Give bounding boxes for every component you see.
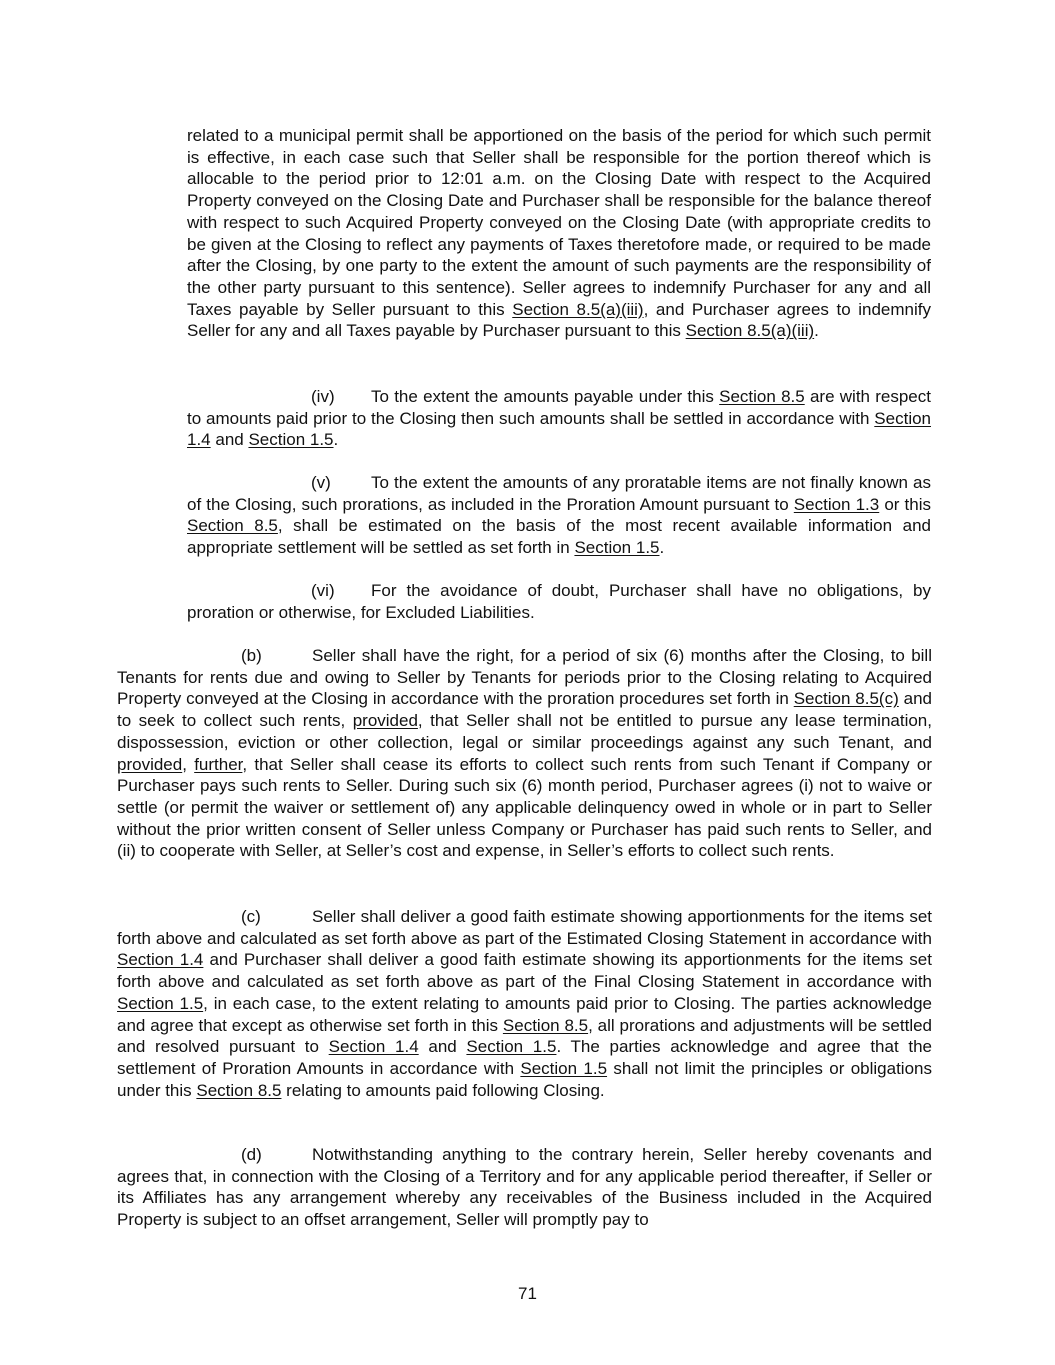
emphasis: provided	[352, 711, 418, 731]
text: , in each case, to the extent relating to amounts paid prior to Closing. The parties acknowledge and agree that except as otherwise set forth in this	[117, 993, 932, 1035]
text: and	[418, 1037, 467, 1057]
paragraph-vi	[187, 580, 931, 623]
clause-number: (vi)	[311, 581, 335, 600]
section-reference: Section 8.5	[502, 1015, 589, 1035]
text: ,	[182, 754, 195, 774]
text: To the extent the amounts payable under this	[371, 387, 720, 406]
section-reference: Section 8.5	[196, 1080, 282, 1100]
text: . The parties acknowledge and agree that the settlement of Proration Amounts in accordance with	[117, 1037, 932, 1078]
text: and	[210, 430, 249, 450]
section-reference: Section 8.5(c)	[793, 689, 899, 709]
section-reference: Section 1.5	[117, 993, 204, 1013]
section-reference: Section 8.5(a)(iii)	[685, 321, 815, 341]
section-reference: Section 8.5	[187, 516, 278, 536]
text: and to seek to collect such rents,	[117, 689, 932, 731]
emphasis: provided	[117, 754, 183, 774]
text: Seller shall have the right, for a period of six (6) months after the Closing, to bill Tenants for rents due and owing to Seller by Tenants for periods prior to the Closing relating to Acquired Property conveyed at the Closing in accordance with the proration procedures set forth in	[117, 646, 932, 709]
text: .	[659, 538, 665, 558]
paragraph-c	[117, 906, 932, 1101]
text: , and Purchaser agrees to indemnify Seller for any and all Taxes payable by Purchaser pursuant to this	[187, 299, 931, 341]
clause-number: (c)	[241, 907, 261, 926]
section-reference: Section 1.5	[248, 430, 334, 450]
paragraph-iv	[187, 386, 931, 451]
paragraph-tax-apportionment	[187, 125, 931, 342]
text: , shall be estimated on the basis of the most recent available information and appropriate settlement will be settled as set forth in	[187, 516, 931, 558]
section-reference: Section 1.5	[520, 1058, 608, 1078]
text: To the extent the amounts of any proratable items are not finally known as of the Closing, such prorations, as included in the Proration Amount pursuant to	[187, 473, 931, 514]
section-reference: Section 8.5(a)(iii)	[512, 299, 644, 319]
text: or this	[879, 494, 931, 514]
page-number: 71	[518, 1284, 537, 1303]
text: For the avoidance of doubt, Purchaser shall have no obligations, by proration or otherwise, for Excluded Liabilities.	[187, 581, 931, 622]
text: , that Seller shall not be entitled to pursue any lease termination, dispossession, eviction or other collection, legal or similar proceedings against any such Tenant, and	[117, 711, 932, 752]
text: shall not limit the principles or obligations under this	[117, 1058, 932, 1100]
section-reference: Section 1.4	[187, 408, 931, 450]
text: Seller shall deliver a good faith estimate showing apportionments for the items set forth above and calculated as set forth above as part of the Estimated Closing Statement in accordance with	[117, 907, 932, 948]
emphasis: further	[194, 754, 243, 774]
clause-number: (iv)	[311, 387, 335, 406]
paragraph-d	[117, 1144, 932, 1231]
text: .	[333, 430, 339, 450]
text: , all prorations and adjustments will be settled and resolved pursuant to	[117, 1015, 933, 1057]
text: Notwithstanding anything to the contrary herein, Seller hereby covenants and agrees that, in connection with the Closing of a Territory and for any applicable period thereafter, if Seller or its Affiliates has any arrangement whereby any receivables of the Business included in the Acquired Property is subject to an offset arrangement, Seller will promptly pay to	[117, 1145, 932, 1230]
text: .	[814, 321, 819, 341]
clause-number: (v)	[311, 473, 331, 492]
text: , that Seller shall cease its efforts to collect such rents from such Tenant if Company or Purchaser pays such rents to Seller. During such six (6) month period, Purchaser agrees (i) not to waive or settle (or permit the waiver or settlement of) any applicable delinquency owed in whole or in part to Seller without the prior written consent of Seller unless Company or Purchaser has paid such rents to Seller, and (ii) to cooperate with Seller, at Seller’s cost and expense, in Seller’s efforts to collect such rents.	[117, 754, 933, 861]
section-reference: Section 1.4	[117, 950, 204, 970]
text: related to a municipal permit shall be apportioned on the basis of the period for which such permit is effective, in each case such that Seller shall be responsible for the portion thereof which is allocable to the period prior to 12:01 a.m. on the Closing Date with respect to the Acquired Property conveyed on the Closing Date and Purchaser shall be responsible for the balance thereof with respect to such Acquired Property conveyed on the Closing Date (with appropriate credits to be given at the Closing to reflect any payments of Taxes theretofore made, or required to be made after the Closing, by one party to the extent the amount of such payments are the responsibility of the other party pursuant to this sentence). Seller agrees to indemnify Purchaser for any and all Taxes payable by Seller pursuant to this	[187, 126, 931, 319]
text: relating to amounts paid following Closing.	[281, 1080, 605, 1100]
section-reference: Section 8.5	[719, 387, 805, 406]
section-reference: Section 1.3	[793, 494, 880, 514]
section-reference: Section 1.5	[574, 538, 660, 558]
section-reference: Section 1.4	[328, 1037, 419, 1057]
text: and Purchaser shall deliver a good faith estimate showing its apportionments for the items set forth above and calculated as set forth above as part of the Final Closing Statement in accordance with	[117, 950, 932, 992]
clause-number: (b)	[241, 646, 262, 665]
paragraph-v	[187, 472, 931, 559]
text: are with respect to amounts paid prior to the Closing then such amounts shall be settled in accordance with	[187, 387, 931, 428]
clause-number: (d)	[241, 1145, 262, 1164]
paragraph-b	[117, 645, 932, 862]
section-reference: Section 1.5	[466, 1037, 557, 1057]
